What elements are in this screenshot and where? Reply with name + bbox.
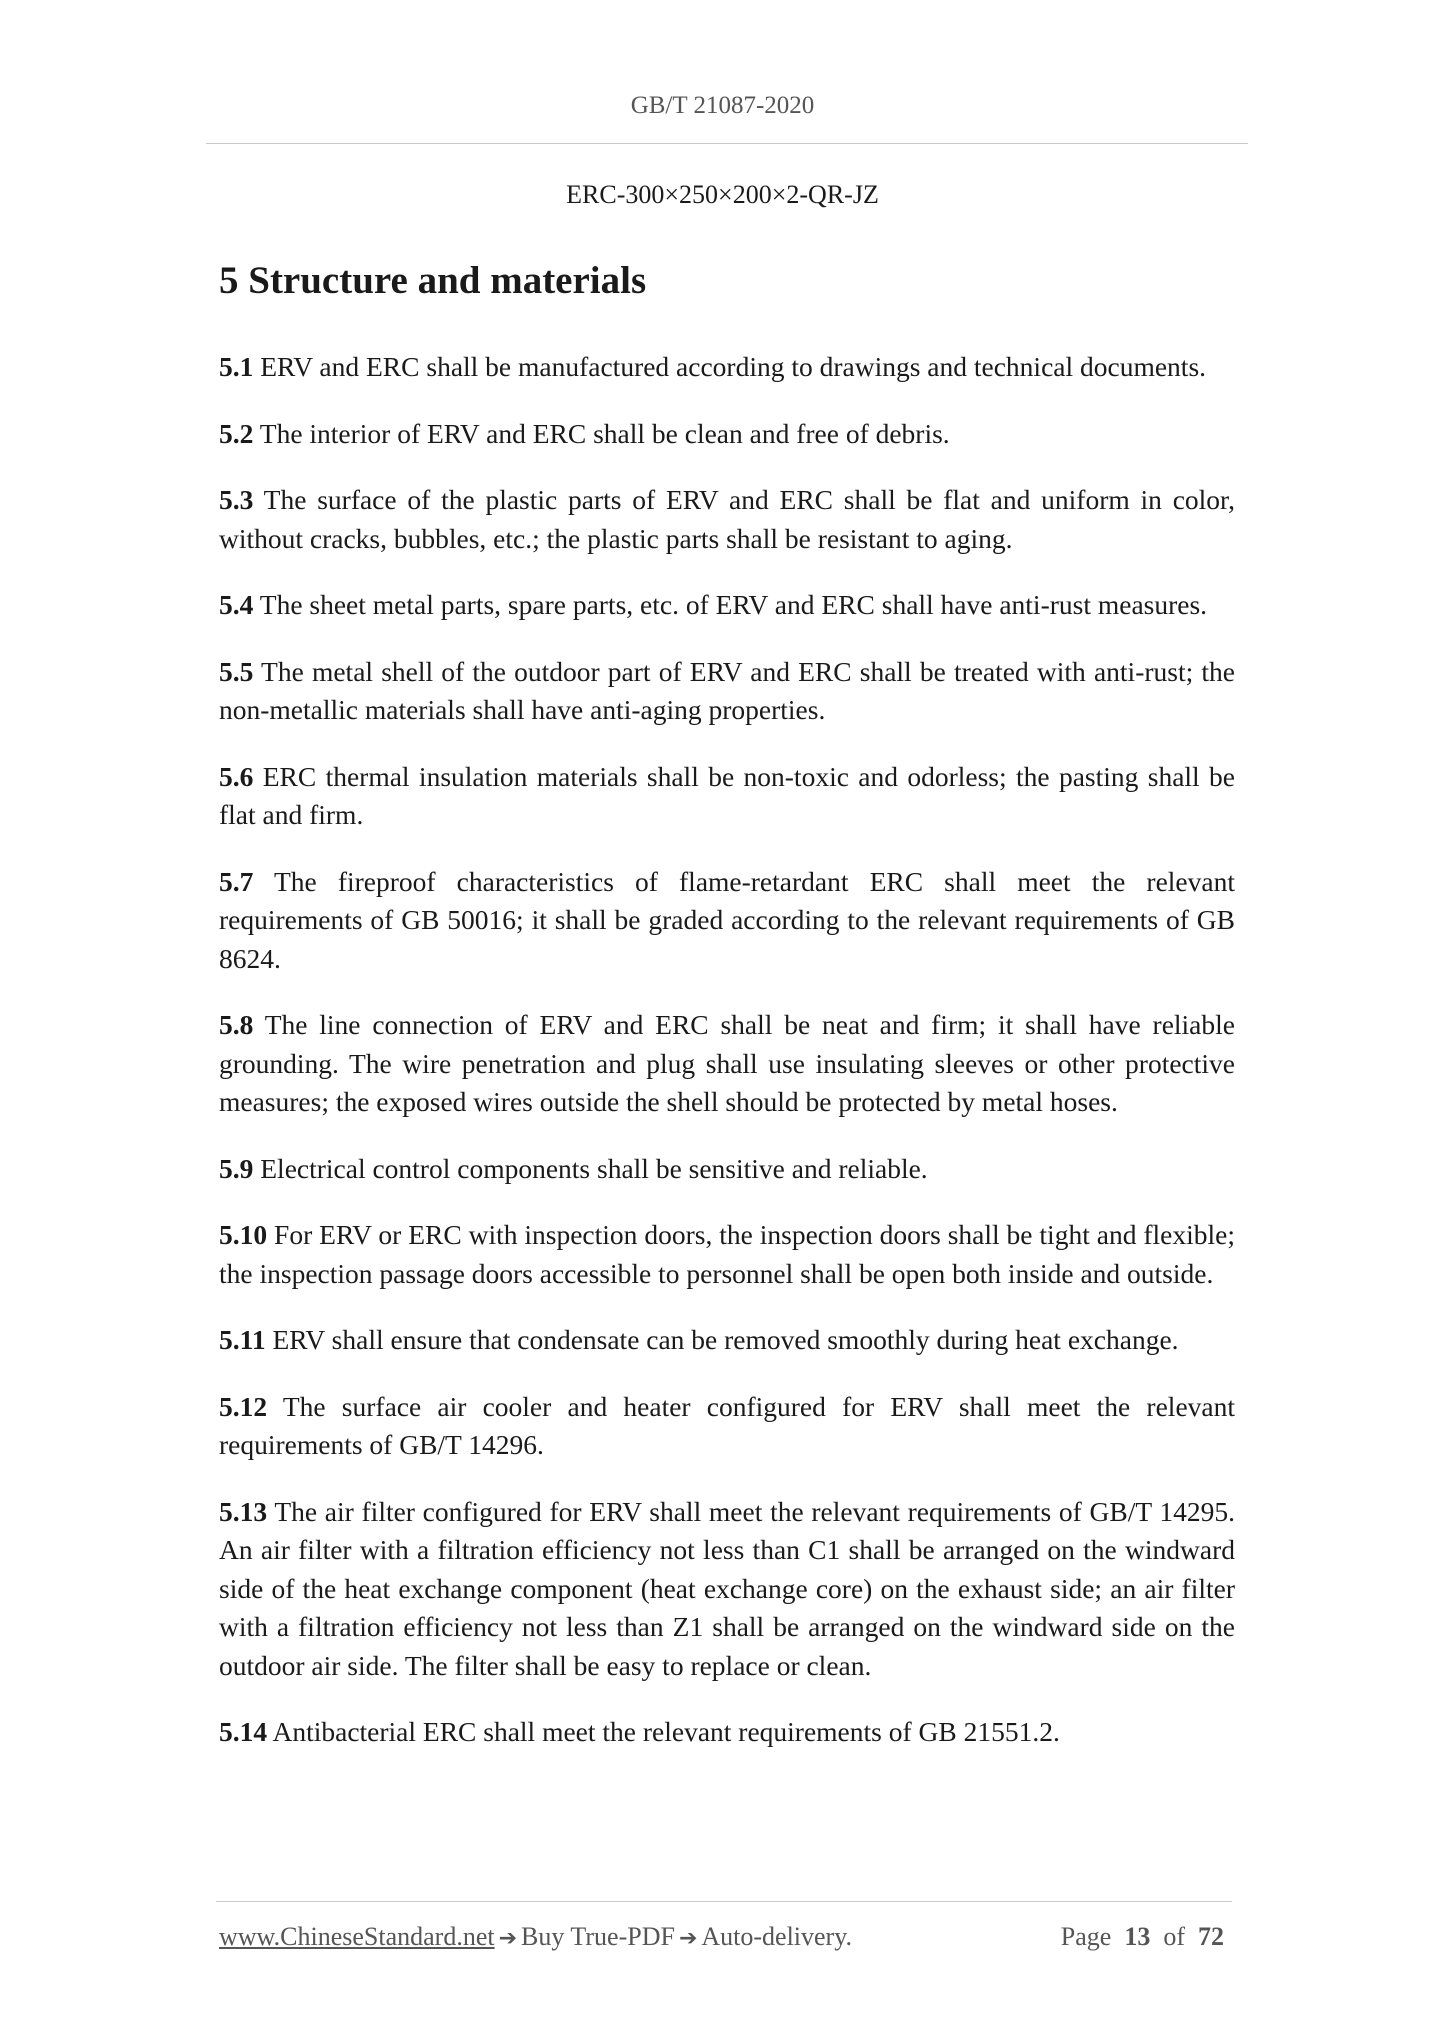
footer-promo: [219, 1922, 852, 1952]
clause-5-2: [219, 415, 1235, 454]
model-code: ERC-300×250×200×2-QR-JZ: [566, 180, 879, 209]
auto-delivery-text: Auto-delivery.: [701, 1922, 853, 1951]
footer-divider: [216, 1901, 1232, 1902]
page-label: Page: [1060, 1922, 1112, 1951]
clause-number: 5.7: [219, 865, 254, 897]
clause-number: 5.14: [219, 1716, 268, 1747]
of-label: of: [1163, 1922, 1185, 1951]
section-title: 5 Structure and materials: [219, 259, 647, 302]
total-page-number: 72: [1198, 1922, 1224, 1951]
header-divider: [206, 143, 1248, 144]
clause-text: The sheet metal parts, spare parts, etc. of ERV and ERC shall have anti-rust measures.: [259, 589, 1208, 620]
clause-number: 5.2: [219, 417, 254, 449]
clause-text: The fireproof characteristics of flame-retardant ERC shall meet the relevant requirements of GB 50016; it shall be graded according to the relevant requirements of GB 8624.: [219, 865, 1235, 974]
site-link[interactable]: www.ChineseStandard.net: [219, 1922, 495, 1951]
clause-list: [219, 348, 1235, 1780]
clause-text: Electrical control components shall be sensitive and reliable.: [260, 1152, 928, 1184]
clause-number: 5.13: [219, 1495, 268, 1527]
clause-5-4: [219, 586, 1235, 625]
clause-number: 5.5: [219, 655, 254, 687]
clause-5-11: [219, 1321, 1235, 1360]
clause-text: For ERV or ERC with inspection doors, the inspection doors shall be tight and flexible; the inspection passage doors accessible to personnel shall be open both inside and outside.: [219, 1219, 1236, 1289]
page-indicator: [1061, 1922, 1224, 1952]
clause-5-8: [219, 1006, 1235, 1122]
clause-5-5: [219, 653, 1235, 730]
clause-number: 5.11: [219, 1324, 266, 1355]
right-arrow-icon: ➔: [678, 1926, 698, 1951]
clause-5-6: [219, 758, 1235, 835]
clause-number: 5.9: [219, 1152, 254, 1184]
clause-number: 5.1: [219, 351, 254, 382]
clause-number: 5.3: [219, 484, 254, 515]
clause-5-1: [219, 348, 1235, 387]
clause-text: ERV and ERC shall be manufactured according to drawings and technical documents.: [260, 351, 1207, 382]
clause-number: 5.6: [219, 760, 254, 792]
clause-text: The metal shell of the outdoor part of ERV and ERC shall be treated with anti-rust; the non-metallic materials shall have anti-aging properties.: [219, 655, 1235, 725]
clause-5-12: [219, 1388, 1235, 1465]
standard-number: GB/T 21087-2020: [630, 92, 815, 119]
clause-text: The surface air cooler and heater configured for ERV shall meet the relevant requirements of GB/T 14296.: [219, 1390, 1235, 1460]
clause-number: 5.10: [219, 1219, 268, 1250]
clause-text: ERC thermal insulation materials shall be non-toxic and odorless; the pasting shall be flat and firm.: [219, 760, 1235, 830]
clause-5-3: [219, 481, 1235, 558]
clause-text: ERV shall ensure that condensate can be removed smoothly during heat exchange.: [272, 1324, 1179, 1355]
right-arrow-icon: ➔: [498, 1926, 518, 1951]
clause-text: The air filter configured for ERV shall meet the relevant requirements of GB/T 14295. An air filter with a filtration efficiency not less than C1 shall be arranged on the windward side of the heat exchange component (heat exchange core) on the exhaust side; an air filter with a filtration efficiency not less than Z1 shall be arranged on the windward side on the outdoor air side. The filter shall be easy to replace or clean.: [219, 1495, 1235, 1681]
clause-text: Antibacterial ERC shall meet the relevant requirements of GB 21551.2.: [272, 1716, 1060, 1747]
clause-text: The surface of the plastic parts of ERV and ERC shall be flat and uniform in color, without cracks, bubbles, etc.; the plastic parts shall be resistant to aging.: [219, 484, 1235, 554]
clause-number: 5.8: [219, 1009, 254, 1040]
clause-number: 5.12: [219, 1390, 268, 1422]
clause-5-10: [219, 1216, 1235, 1293]
clause-text: The interior of ERV and ERC shall be clean and free of debris.: [259, 417, 950, 449]
buy-pdf-text: Buy True-PDF: [521, 1922, 675, 1951]
clause-5-9: [219, 1150, 1235, 1189]
clause-text: The line connection of ERV and ERC shall be neat and firm; it shall have reliable grounding. The wire penetration and plug shall use insulating sleeves or other protective measures; the exposed wires outside the shell should be protected by metal hoses.: [219, 1009, 1235, 1117]
current-page-number: 13: [1124, 1922, 1151, 1951]
clause-5-14: [219, 1713, 1235, 1752]
clause-number: 5.4: [219, 589, 254, 620]
clause-5-7: [219, 863, 1235, 979]
clause-5-13: [219, 1493, 1235, 1686]
